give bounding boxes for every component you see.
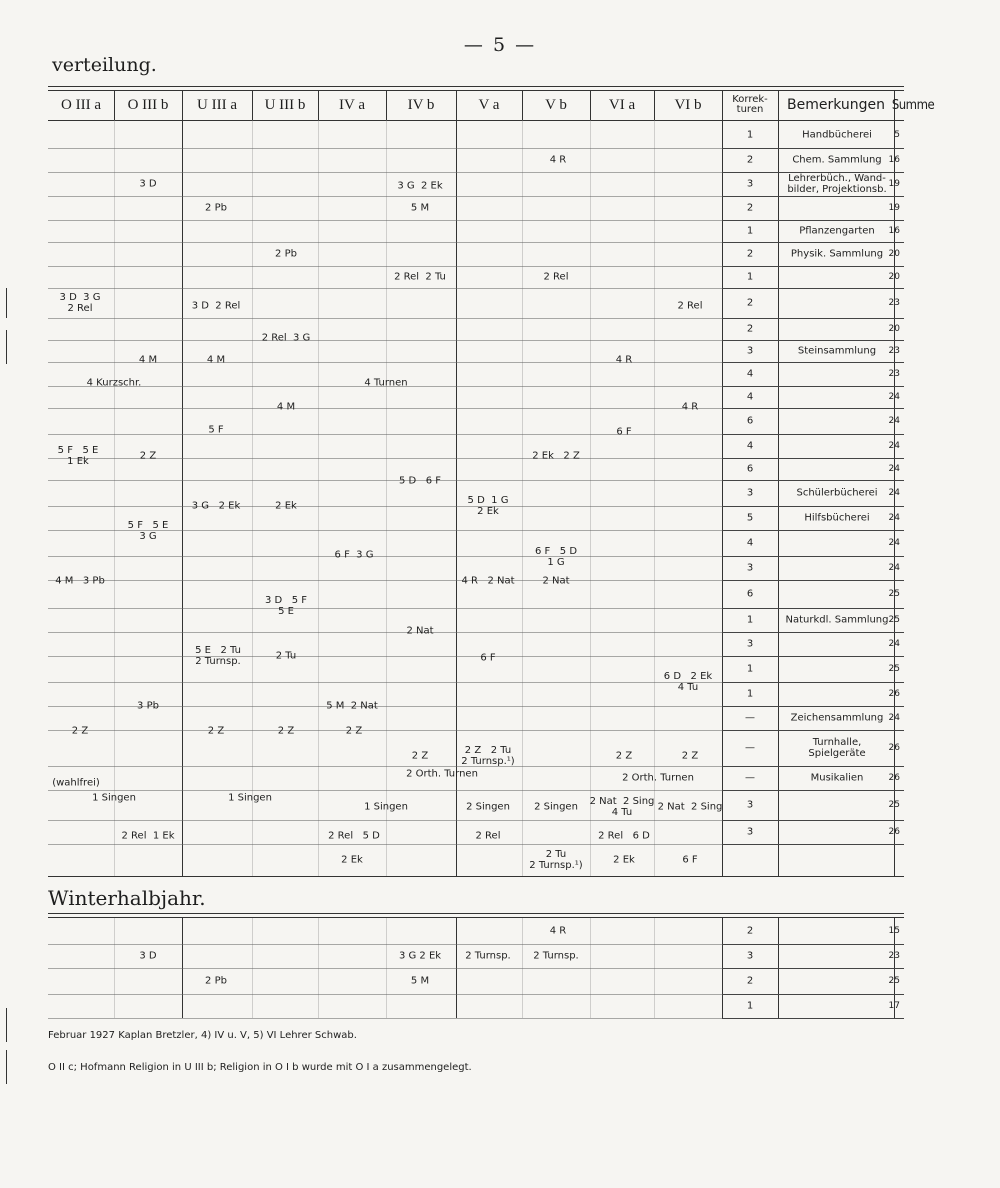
summe-cell: 26 [888, 827, 900, 837]
korrekturen-cell: — [745, 742, 755, 754]
schedule-cell: 2 Rel [677, 300, 703, 312]
korrekturen-cell: 3 [746, 345, 754, 357]
schedule-cell: 2 Turnsp. [465, 950, 511, 962]
column-header: Korrek- turen [732, 94, 768, 115]
korrekturen-cell: 5 [746, 512, 754, 524]
bemerkungen-cell: Handbücherei [802, 129, 872, 141]
summe-cell: 23 [888, 298, 900, 308]
schedule-cell: 4 M [206, 354, 226, 366]
margin-mark [6, 288, 7, 318]
row-line [722, 242, 904, 243]
column-line [522, 120, 523, 876]
korrekturen-cell: 3 [746, 826, 754, 838]
summe-cell: 23 [888, 346, 900, 356]
margin-mark [6, 330, 7, 364]
row-line [722, 632, 904, 633]
korrekturen-cell: 6 [746, 415, 754, 427]
column-line [654, 120, 655, 876]
korrekturen-cell: 1 [746, 271, 754, 283]
row-line [48, 682, 722, 683]
schedule-cell: 5 M [410, 975, 430, 987]
row-line [48, 656, 722, 657]
summe-cell: 24 [888, 416, 900, 426]
row-line [722, 480, 904, 481]
schedule-cell: 6 F 3 G [334, 549, 374, 561]
summe-cell: 24 [888, 441, 900, 451]
row-line [48, 408, 722, 409]
schedule-cell: 2 Z [345, 725, 363, 737]
row-line [48, 876, 904, 877]
row-line [48, 266, 722, 267]
schedule-cell: 6 F [682, 854, 698, 866]
schedule-cell: 4 Turnen [364, 377, 408, 389]
korrekturen-cell: 6 [746, 588, 754, 600]
summe-cell: 19 [888, 203, 900, 213]
schedule-cell: 2 Z 2 Tu 2 Turnsp.¹) [461, 745, 515, 767]
korrekturen-cell: 3 [746, 799, 754, 811]
row-line [48, 994, 722, 995]
margin-mark [6, 1008, 7, 1042]
divider [182, 792, 183, 804]
row-line [722, 506, 904, 507]
row-line [48, 766, 722, 767]
korrekturen-cell: 1 [746, 1000, 754, 1012]
footnote: O II c; Hofmann Religion in U III b; Religion in O I b wurde mit O I a zusammengelegt. [48, 1062, 472, 1073]
row-line [722, 220, 904, 221]
row-line [722, 844, 904, 845]
row-line [48, 968, 722, 969]
summe-cell: 25 [888, 976, 900, 986]
row-line [722, 362, 904, 363]
row-line [722, 608, 904, 609]
row-line [722, 682, 904, 683]
korrekturen-cell: 2 [746, 975, 754, 987]
column-line [318, 120, 319, 876]
column-header: V b [545, 96, 567, 113]
korrekturen-cell: 1 [746, 663, 754, 675]
summe-cell: 23 [888, 951, 900, 961]
summe-cell: 15 [888, 926, 900, 936]
row-line [722, 434, 904, 435]
korrekturen-cell: 4 [746, 440, 754, 452]
row-line [722, 1018, 904, 1019]
schedule-cell: 5 E 2 Tu 2 Turnsp. [195, 645, 241, 667]
schedule-cell: 2 Ek [613, 854, 635, 866]
schedule-cell: 2 Pb [205, 975, 227, 987]
schedule-cell: 2 Rel 6 D [598, 830, 650, 842]
schedule-cell: 2 Orth. Turnen [406, 768, 478, 780]
summe-cell: 16 [888, 226, 900, 236]
bemerkungen-cell: Pflanzengarten [799, 225, 875, 237]
korrekturen-cell: 3 [746, 562, 754, 574]
row-line [48, 480, 722, 481]
korrekturen-cell: 4 [746, 391, 754, 403]
korrekturen-cell: 2 [746, 297, 754, 309]
schedule-cell: 2 Nat 2 Sing 4 Tu [589, 796, 655, 818]
summe-cell: 25 [888, 589, 900, 599]
summe-cell: 24 [888, 392, 900, 402]
schedule-cell: 5 F 5 E 3 G [127, 520, 169, 542]
summe-cell: 24 [888, 538, 900, 548]
schedule-cell: 5 D 6 F [398, 475, 442, 487]
page-title: verteilung. [52, 54, 157, 76]
column-header: U III b [264, 96, 306, 113]
summe-cell: 24 [888, 488, 900, 498]
schedule-cell: 3 D [139, 178, 157, 190]
row-line [722, 730, 904, 731]
schedule-cell: 2 Nat 2 Sing [657, 801, 723, 813]
winter-top-rule [48, 913, 904, 914]
bemerkungen-cell: Musikalien [810, 772, 864, 784]
schedule-cell: 2 Z [71, 725, 89, 737]
bemerkungen-cell: Chem. Sammlung [792, 154, 882, 166]
schedule-cell: 3 D 3 G 2 Rel [59, 292, 101, 314]
table-header-rule [48, 120, 904, 121]
korrekturen-cell: 2 [746, 202, 754, 214]
schedule-cell: 2 Ek [341, 854, 363, 866]
winter-top-rule [48, 917, 904, 918]
korrekturen-cell: 2 [746, 323, 754, 335]
schedule-cell: 2 Rel 3 G [261, 332, 311, 344]
schedule-cell: 4 R [549, 154, 567, 166]
column-line [456, 120, 457, 876]
row-line [48, 730, 722, 731]
row-line [722, 196, 904, 197]
row-line [48, 820, 722, 821]
bemerkungen-cell: Zeichensammlung [790, 712, 884, 724]
schedule-cell: 2 Pb [205, 202, 227, 214]
bemerkungen-cell: Lehrerbüch., Wand- bilder, Projektionsb. [787, 173, 887, 195]
table-top-rule [48, 86, 904, 87]
schedule-cell: 1 Singen [92, 792, 136, 804]
summe-cell: 19 [888, 179, 900, 189]
footnote: Februar 1927 Kaplan Bretzler, 4) IV u. V, 5) VI Lehrer Schwab. [48, 1030, 357, 1041]
schedule-cell: 2 Nat [406, 625, 434, 637]
row-line [722, 968, 904, 969]
winter-title: Winterhalbjahr. [48, 886, 206, 910]
summe-cell: 26 [888, 689, 900, 699]
schedule-cell: 3 Pb [137, 700, 159, 712]
summe-cell: 24 [888, 513, 900, 523]
schedule-cell: 5 F 5 E 1 Ek [57, 445, 99, 467]
row-line [48, 944, 722, 945]
bemerkungen-cell: Physik. Sammlung [790, 248, 884, 260]
row-line [48, 506, 722, 507]
korrekturen-cell: 2 [746, 925, 754, 937]
row-line [48, 580, 722, 581]
schedule-cell: 3 G 2 Ek [398, 950, 442, 962]
row-line [722, 790, 904, 791]
summe-cell: 25 [888, 664, 900, 674]
summe-cell: 26 [888, 743, 900, 753]
schedule-cell: 3 G 2 Ek [191, 500, 241, 512]
summe-cell: 24 [888, 464, 900, 474]
row-line [722, 530, 904, 531]
row-line [722, 386, 904, 387]
row-line [48, 340, 722, 341]
korrekturen-cell: — [745, 712, 755, 724]
row-line [722, 148, 904, 149]
schedule-cell: 3 D 5 F 5 E [264, 595, 308, 617]
korrekturen-cell: 3 [746, 178, 754, 190]
korrekturen-cell: 3 [746, 487, 754, 499]
schedule-cell: 2 Singen [534, 801, 578, 813]
summe-cell: 24 [888, 563, 900, 573]
summe-cell: 17 [888, 1001, 900, 1011]
schedule-cell: 2 Z [681, 750, 699, 762]
row-line [48, 608, 722, 609]
schedule-cell: 6 D 2 Ek 4 Tu [663, 671, 713, 693]
summe-cell: 16 [888, 155, 900, 165]
korrekturen-cell: 1 [746, 614, 754, 626]
korrekturen-cell: 2 [746, 154, 754, 166]
schedule-cell: 5 D 1 G 2 Ek [467, 495, 509, 517]
row-line [48, 288, 722, 289]
row-line [48, 790, 722, 791]
column-header: VI a [608, 96, 636, 113]
schedule-cell: 5 F [208, 424, 224, 436]
schedule-cell: 2 Z [615, 750, 633, 762]
schedule-cell: 2 Z [139, 450, 157, 462]
row-line [722, 288, 904, 289]
schedule-cell: 2 Rel 2 Tu [394, 271, 446, 283]
summe-cell: 26 [888, 773, 900, 783]
schedule-cell: 4 R 2 Nat [461, 575, 515, 587]
column-header: IV b [407, 96, 435, 113]
schedule-cell: 2 Rel 1 Ek [121, 830, 175, 842]
summe-cell: 20 [888, 249, 900, 259]
row-line [722, 318, 904, 319]
schedule-cell: 6 F 5 D 1 G [534, 546, 578, 568]
column-header: V a [478, 96, 500, 113]
schedule-cell: 3 G 2 Ek [397, 180, 443, 192]
row-line [48, 1018, 722, 1019]
schedule-cell: 4 R [681, 401, 699, 413]
schedule-cell: 4 R [615, 354, 633, 366]
schedule-cell: 4 M [138, 354, 158, 366]
schedule-cell: 2 Turnsp. [533, 950, 579, 962]
schedule-cell: 2 Z [411, 750, 429, 762]
margin-mark [6, 1050, 7, 1084]
schedule-cell: 6 F [480, 652, 496, 664]
schedule-cell: 1 Singen [364, 801, 408, 813]
row-line [48, 172, 722, 173]
schedule-cell: 2 Pb [275, 248, 297, 260]
bemerkungen-cell: Hilfsbücherei [804, 512, 870, 524]
row-line [48, 318, 722, 319]
schedule-cell: 4 M 3 Pb [55, 575, 105, 587]
korrekturen-cell: 3 [746, 950, 754, 962]
schedule-cell: 2 Rel [543, 271, 569, 283]
row-line [722, 266, 904, 267]
schedule-cell: 2 Rel [475, 830, 501, 842]
summe-cell: 24 [888, 639, 900, 649]
row-line [722, 766, 904, 767]
korrekturen-cell: 4 [746, 368, 754, 380]
row-line [48, 148, 722, 149]
row-line [48, 196, 722, 197]
column-header: O III a [61, 96, 101, 113]
summe-cell: 20 [888, 272, 900, 282]
row-line [722, 944, 904, 945]
schedule-cell: 4 R [549, 925, 567, 937]
summe-cell: 5 [894, 130, 900, 140]
korrekturen-cell: 3 [746, 638, 754, 650]
bemerkungen-cell: Steinsammlung [797, 345, 877, 357]
schedule-cell: 1 Singen [228, 792, 272, 804]
bemerkungen-cell: Turnhalle, Spielgeräte [808, 737, 866, 759]
summe-cell: 25 [888, 615, 900, 625]
summe-cell: 23 [888, 369, 900, 379]
schedule-cell: 2 Ek 2 Z [532, 450, 580, 462]
row-line [722, 340, 904, 341]
row-line [722, 994, 904, 995]
column-line [182, 120, 183, 876]
row-line [722, 580, 904, 581]
column-header: VI b [674, 96, 702, 113]
schedule-cell: 2 Z [207, 725, 225, 737]
korrekturen-cell: — [745, 772, 755, 784]
row-line [48, 220, 722, 221]
column-line [778, 120, 779, 876]
bemerkungen-cell: Naturkdl. Sammlung [785, 614, 889, 626]
row-line [48, 632, 722, 633]
row-line [722, 408, 904, 409]
row-line [722, 820, 904, 821]
schedule-cell: 2 Nat [542, 575, 570, 587]
column-line [252, 120, 253, 876]
schedule-cell: 2 Tu 2 Turnsp.¹) [529, 849, 583, 871]
korrekturen-cell: 1 [746, 225, 754, 237]
row-line [722, 656, 904, 657]
schedule-cell: 2 Singen [466, 801, 510, 813]
page-number: — 5 — [463, 34, 537, 56]
korrekturen-cell: 1 [746, 129, 754, 141]
schedule-cell: 2 Z [277, 725, 295, 737]
schedule-cell: 2 Orth. Turnen [622, 772, 694, 784]
schedule-cell: 3 D [139, 950, 157, 962]
column-line [590, 120, 591, 876]
schedule-cell: 6 F [616, 426, 632, 438]
schedule-cell: 2 Rel 5 D [328, 830, 380, 842]
schedule-cell: 4 Kurzschr. [86, 377, 142, 389]
column-header: Bemerkungen [786, 97, 886, 113]
row-line [722, 556, 904, 557]
summe-cell: 20 [888, 324, 900, 334]
summe-cell: 24 [888, 713, 900, 723]
summe-cell: 25 [888, 800, 900, 810]
row-line [722, 458, 904, 459]
column-header: O III b [127, 96, 169, 113]
schedule-cell: 4 M [276, 401, 296, 413]
korrekturen-cell: 2 [746, 248, 754, 260]
column-header: Summe [891, 97, 935, 113]
schedule-cell: 5 M [410, 202, 430, 214]
row-line [48, 844, 722, 845]
schedule-cell: 2 Tu [275, 650, 297, 662]
korrekturen-cell: 1 [746, 688, 754, 700]
row-line [722, 706, 904, 707]
bemerkungen-cell: Schülerbücherei [796, 487, 878, 499]
schedule-cell: (wahlfrei) [52, 777, 100, 789]
column-header: U III a [197, 96, 237, 113]
row-line [48, 556, 722, 557]
column-line [114, 120, 115, 876]
schedule-cell: 3 D 2 Rel [191, 300, 241, 312]
column-header: IV a [339, 96, 365, 113]
korrekturen-cell: 4 [746, 537, 754, 549]
schedule-cell: 5 M 2 Nat [326, 700, 378, 712]
column-line [386, 120, 387, 876]
korrekturen-cell: 6 [746, 463, 754, 475]
schedule-cell: 2 Ek [275, 500, 297, 512]
row-line [48, 242, 722, 243]
